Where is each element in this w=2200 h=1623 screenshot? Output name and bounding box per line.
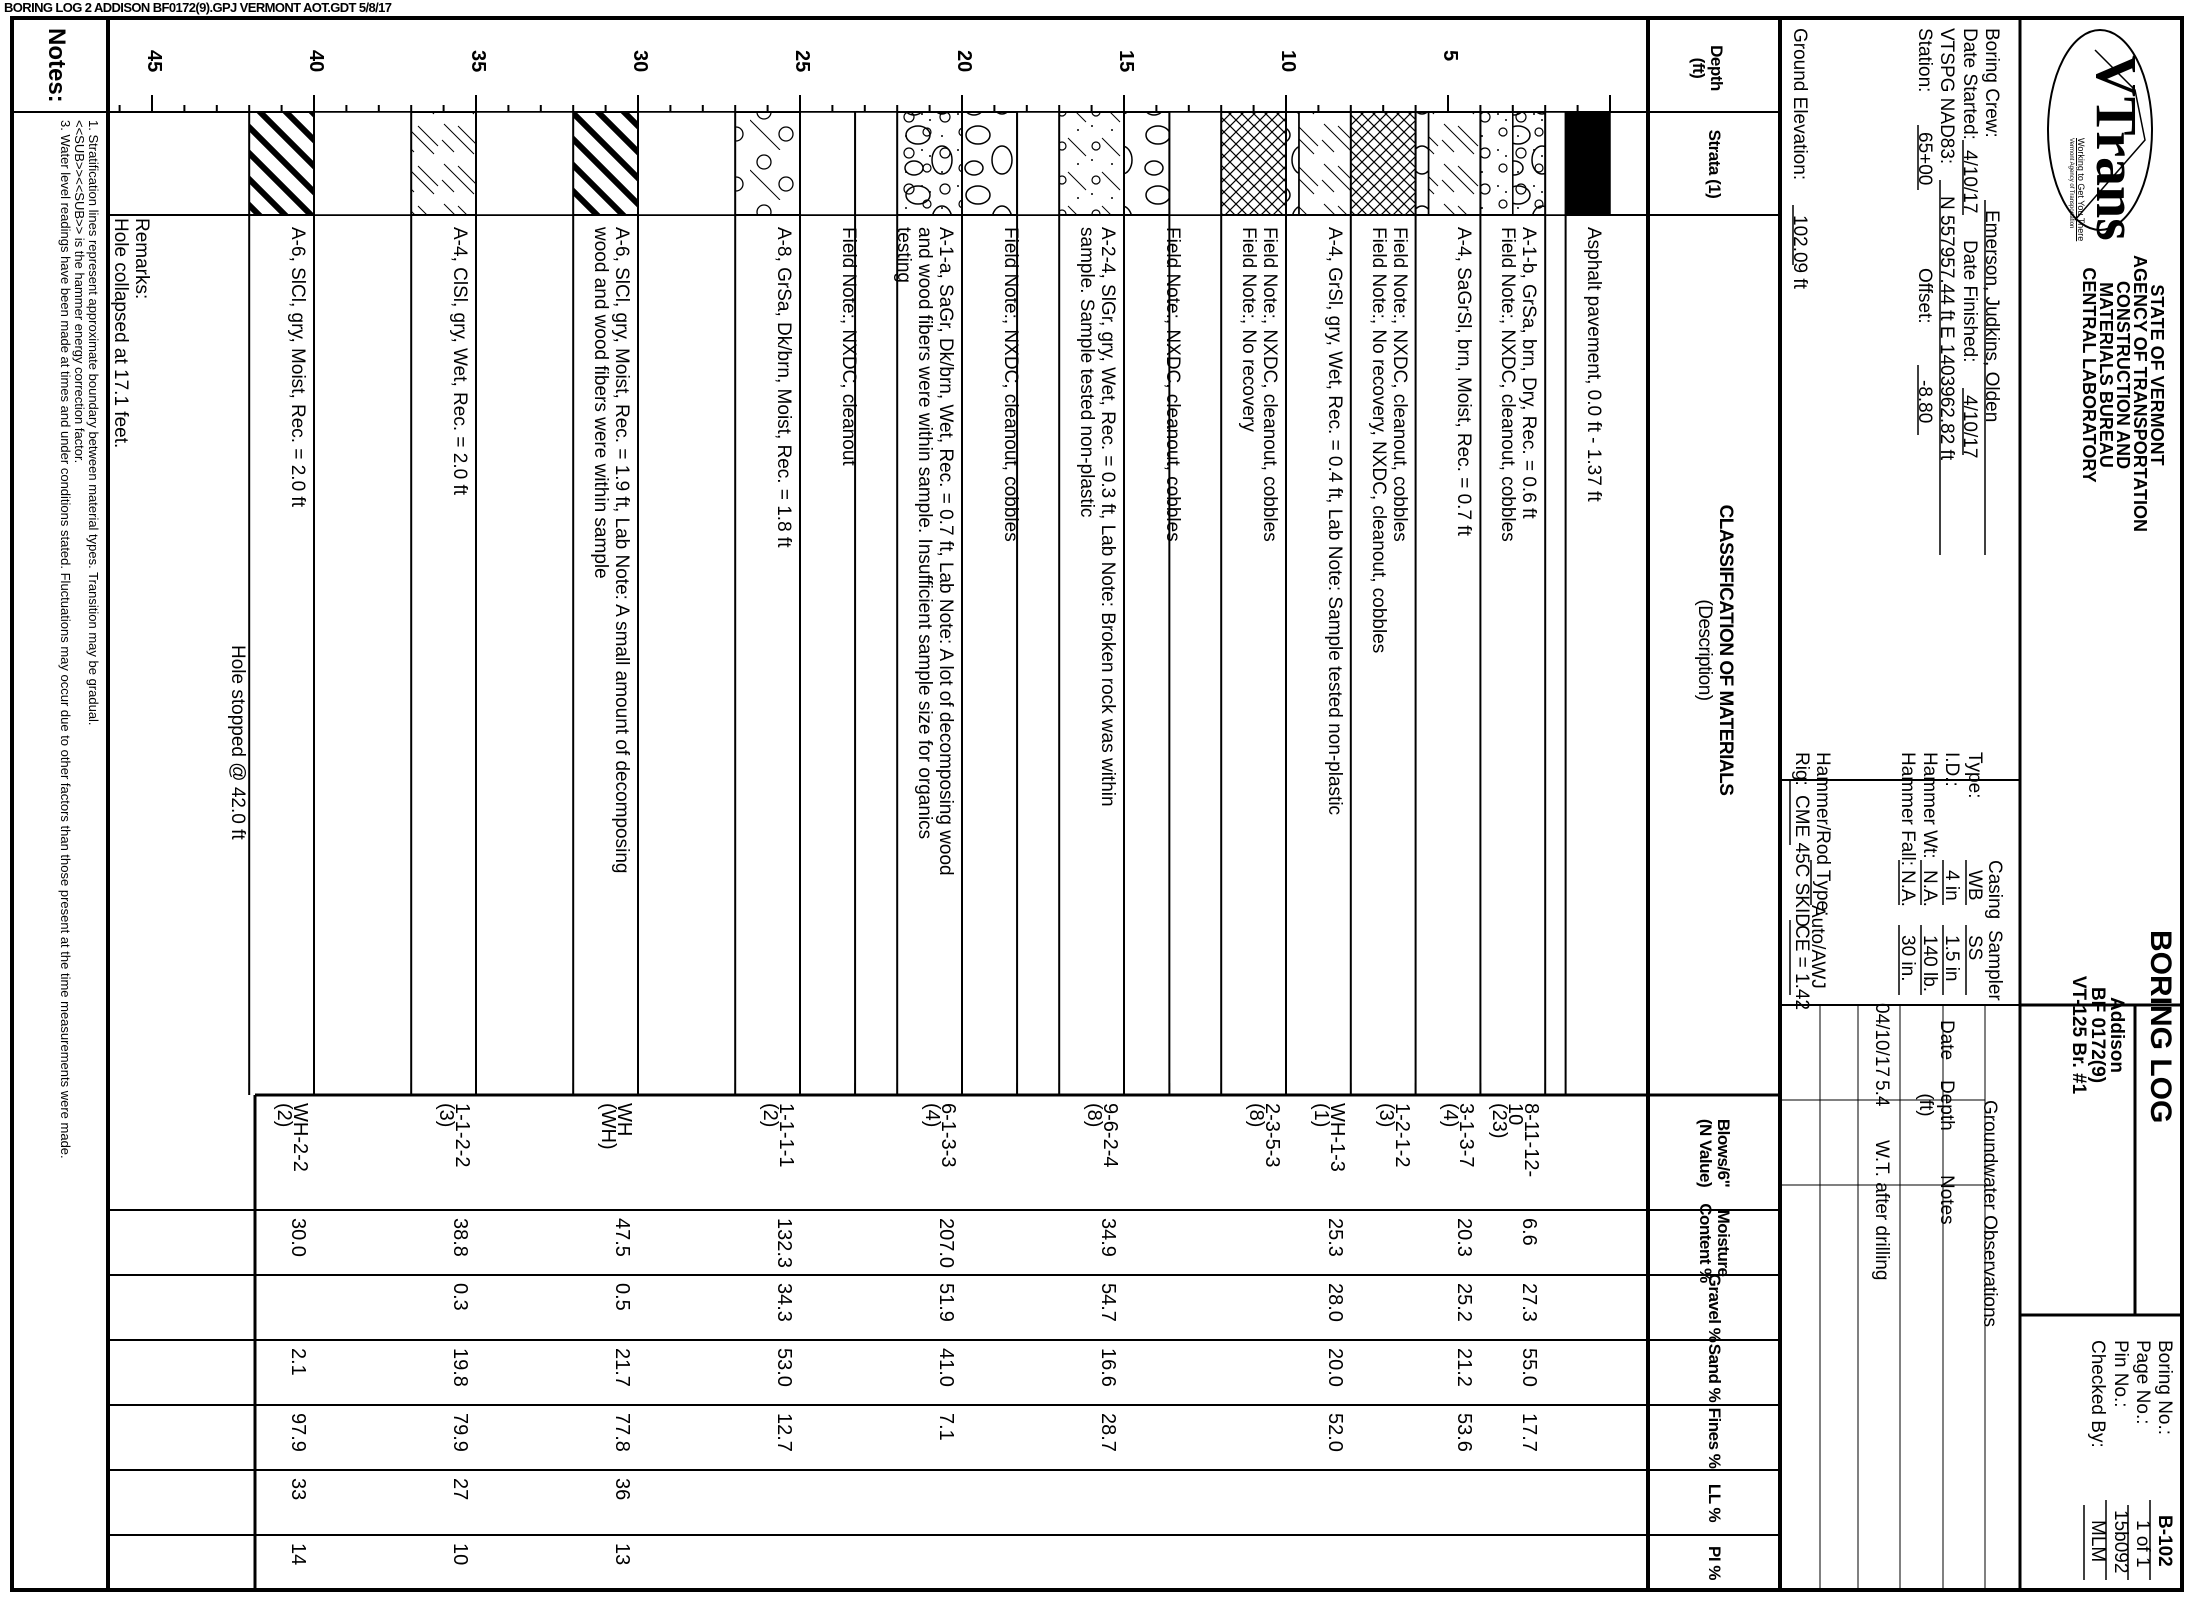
sand-value: 20.0 (1323, 1348, 1346, 1387)
blow-count (273, 1103, 311, 1172)
sampler-value: 1.5 in (1941, 935, 1962, 982)
description-line: A-2-4, SlGr, gry, Wet, Rec. = 0.3 ft, Lab Note: Broken rock was within (1097, 227, 1118, 807)
depth-tick-label: 10 (1277, 50, 1299, 73)
groundwater-title: Groundwater Observations (1979, 1100, 2000, 1328)
description-entry (1076, 227, 1118, 807)
blow-count (1083, 1103, 1121, 1168)
moisture-value: 38.8 (449, 1218, 471, 1257)
moisture-value: 30.0 (287, 1218, 309, 1257)
strata-blank (855, 112, 897, 215)
description-line: A-1-a, SaGr, Dk/brn, Wet, Rec. = 0.7 ft, Lab Note: A lot of decomposing wood (935, 227, 956, 876)
description-entry (1368, 227, 1410, 653)
sand-value: 21.7 (611, 1348, 633, 1387)
description-line: and wood fibers were within sample. Insufficient sample size for organics (914, 227, 935, 840)
strata-cobbles (1124, 112, 1169, 215)
pin-no-value: 15b092 (2110, 1510, 2131, 1574)
hole-stopped: Hole stopped @ 42.0 ft (227, 645, 248, 840)
strata-blank (800, 112, 855, 215)
moisture-value: 34.9 (1097, 1218, 1119, 1257)
file-path-line: BORING LOG 2 ADDISON BF0172(9).GPJ VERMONT AOT.GDT 5/8/17 (4, 0, 392, 15)
strata-gravel-sand-open (735, 112, 800, 215)
description-line: Field Note:, No recovery (1238, 227, 1259, 432)
blow-count (597, 1103, 635, 1150)
col-header-blows: Blows/6" (N Value) (1696, 1118, 1733, 1187)
fines-value: 97.9 (287, 1413, 309, 1452)
depth-tick-label: 35 (467, 50, 489, 73)
coords-value: N 557957.44 ft E 1403962.82 ft (1936, 196, 1957, 461)
strata-cobbles-dots (1480, 112, 1512, 215)
agency-name (2079, 255, 2167, 533)
blow-count-line: 1-2-1-2 (1390, 1103, 1413, 1168)
blow-count-line: WH-2-2 (289, 1103, 311, 1172)
col-header-classification: CLASSIFICATION OF MATERIALS (Description) (1694, 504, 1736, 796)
strata-blank (314, 112, 411, 215)
col-header-ll: LL % (1705, 1483, 1724, 1522)
fines-value: 12.7 (773, 1413, 795, 1452)
fines-value: 7.1 (935, 1413, 957, 1441)
rod-type-value: Auto/AWJ (1807, 905, 1828, 989)
description-line: Field Note:, NXDC, cleanout, cobbles (1259, 227, 1280, 542)
description-line: A-6, SlCl, gry, Moist, Rec. = 2.0 ft (287, 227, 308, 507)
description-line: Field Note:, NXDC, cleanout, cobbles (1161, 227, 1183, 542)
sampler-value: 140 lb. (1919, 935, 1940, 993)
project-line: BF 0172(9) (2087, 986, 2108, 1084)
project-name (2069, 925, 2126, 1145)
blow-count-line: (2) (759, 1103, 781, 1128)
gravel-value: 25.2 (1453, 1283, 1476, 1322)
blow-count-line: 9-6-2-4 (1099, 1103, 1121, 1168)
description-line: A-1-b, GrSa, brn, Dry, Rec. = 0.6 ft (1518, 227, 1540, 519)
description-line: A-4, ClSl, gry, Wet, Rec. = 2.0 ft (449, 227, 470, 496)
moisture-value: 47.5 (611, 1218, 633, 1257)
moisture-value: 132.3 (773, 1218, 795, 1269)
blow-count (1488, 1103, 1543, 1178)
sand-value: 53.0 (773, 1348, 795, 1387)
blow-count-line: 10 (1504, 1103, 1527, 1126)
sand-value: 21.2 (1453, 1348, 1476, 1387)
description-line: Asphalt pavement, 0.0 ft - 1.37 ft (1583, 227, 1604, 502)
moisture-value: 207.0 (935, 1218, 957, 1269)
strata-crosshatch (1221, 112, 1286, 215)
equipment-label: Type: (1964, 752, 1985, 799)
sand-value: 55.0 (1518, 1348, 1541, 1387)
sand-value: 2.1 (287, 1348, 309, 1376)
checked-by-value: MLM (2087, 1520, 2108, 1563)
strata-blank (1169, 112, 1221, 215)
strata-blank (638, 112, 735, 215)
page-no-label: Page No.: (2132, 1340, 2153, 1425)
page-no-value: 1 of 1 (2132, 1520, 2153, 1568)
offset-label: Offset: (1914, 268, 1935, 324)
description-line: Field Note:, NXDC, cleanout, cobbles (1497, 227, 1519, 542)
sand-value: 16.6 (1097, 1348, 1119, 1387)
blow-count-line: (2) (273, 1103, 295, 1128)
blow-count-line: (4) (921, 1103, 943, 1128)
col-header-gravel: Gravel % (1705, 1273, 1724, 1342)
casing-header: Casing (1984, 860, 2005, 920)
project-line: Addison (2106, 997, 2127, 1073)
boring-log-title: BORING LOG (2144, 930, 2177, 1124)
sampler-value: 30 in. (1897, 935, 1918, 982)
blow-count-line: (3) (1374, 1103, 1397, 1128)
blow-count-line: 6-1-3-3 (937, 1103, 959, 1168)
description-entry (1453, 227, 1474, 536)
casing-value: N.A. (1919, 870, 1940, 907)
description-line: Field Note:, No recovery, NXDC, cleanout, cobbles (1367, 227, 1389, 654)
fines-value: 77.8 (611, 1413, 633, 1452)
equipment-label: Hammer Wt: (1919, 752, 1940, 859)
sampler-value: SS (1964, 935, 1985, 961)
rig-label: Rig: (1791, 752, 1812, 786)
depth-tick-label: 20 (953, 50, 975, 73)
blow-count-line: 8-11-12- (1520, 1103, 1543, 1178)
description-line: testing (893, 227, 914, 283)
description-entry (287, 227, 308, 507)
strata-cobbles (1416, 112, 1429, 215)
elevation-value: 102.09 ft (1789, 215, 1810, 289)
description-entry (1324, 227, 1345, 815)
logo-tagline: Working to Get You There (2076, 138, 2086, 242)
ce-value: CE = 1.42 (1791, 925, 1812, 1011)
coords-label: VTSPG NAD83: (1936, 28, 1957, 165)
rig-value: CME 45C SKID (1791, 795, 1812, 927)
strata-cobbles (1286, 112, 1299, 215)
gravel-value: 28.0 (1323, 1283, 1346, 1322)
logo-subline: Vermont Agency of Transportation (2068, 138, 2074, 229)
depth-tick-label: 5 (1439, 50, 1461, 62)
blow-count (1245, 1103, 1283, 1168)
description-entry (1497, 227, 1539, 542)
boring-no-label: Boring No.: (2154, 1340, 2175, 1436)
station-label: Station: (1914, 28, 1935, 93)
remarks-label: Remarks: (131, 218, 152, 300)
date-started-label: Date Started: (1959, 28, 1980, 140)
checked-by-label: Checked By: (2087, 1340, 2108, 1448)
strata-overlay (1513, 112, 1545, 215)
strata-asphalt (1566, 112, 1610, 215)
agency-line: CENTRAL LABORATORY (2079, 267, 2099, 483)
description-line: A-4, SaGrSl, brn, Moist, Rec. = 0.7 ft (1453, 227, 1475, 536)
fines-value: 53.6 (1453, 1413, 1476, 1452)
agency-line: STATE OF VERMONT (2147, 284, 2167, 466)
blow-count (1374, 1103, 1413, 1168)
strata-crosshatch (1351, 112, 1416, 215)
blow-count (435, 1103, 473, 1168)
blow-count-line: (23) (1488, 1103, 1511, 1139)
blow-count-line: (1) (1309, 1103, 1332, 1128)
description-line: A-8, GrSa, Dk/brn, Moist, Rec. = 1.8 ft (773, 227, 794, 548)
note-line: 3. Water level readings have been made at times and under conditions stated. Fluctuations may occur due to other factors than those present at the time measurements were made. (58, 120, 73, 1159)
date-started-value: 4/10/17 (1959, 150, 1980, 214)
fines-value: 17.7 (1518, 1413, 1541, 1452)
blow-count (1309, 1103, 1348, 1172)
pi-value: 14 (287, 1543, 309, 1566)
sand-value: 19.8 (449, 1348, 471, 1387)
equipment-label: I.D.: (1941, 752, 1962, 787)
description-line: Field Note:, NXDC, cleanout, cobbles (1388, 227, 1410, 542)
boring-no-value: B-102 (2154, 1515, 2175, 1567)
gw-header-notes: Notes (1936, 1175, 1957, 1225)
gravel-value: 54.7 (1097, 1283, 1119, 1322)
col-header-moisture: Moisture Content % (1696, 1202, 1733, 1283)
boring-crew-label: Boring Crew: (1981, 28, 2002, 138)
note-line: 1. Stratification lines represent approximate boundary between material types. Transition may be gradual. (86, 120, 101, 726)
logo-wordmark: VTrans (2084, 55, 2149, 241)
blow-count-line: WH-1-3 (1325, 1103, 1348, 1172)
blow-count (1439, 1103, 1478, 1168)
ll-value: 33 (287, 1478, 309, 1501)
blow-count-line: 3-1-3-7 (1455, 1103, 1478, 1168)
gw-depth: 5.4 (1871, 1080, 1892, 1107)
gw-header-depth: Depth (ft) (1915, 1080, 1957, 1131)
blow-count-line: 1-1-1-1 (775, 1103, 797, 1168)
strata-silt (1299, 112, 1351, 215)
notes-text (58, 120, 100, 1159)
date-finished-value: 4/10/17 (1959, 395, 1980, 459)
description-entry (1238, 227, 1280, 542)
description-line: sample. Sample tested non-plastic (1076, 227, 1097, 518)
rod-type-label: Hammer/Rod Type: (1812, 752, 1833, 917)
blow-count-line: (8) (1245, 1103, 1267, 1128)
strata-cobbles (962, 112, 1017, 215)
description-entry (1583, 227, 1604, 502)
gw-date: 04/10/17 (1871, 1003, 1892, 1077)
strata-clay (573, 112, 638, 215)
moisture-value: 25.3 (1323, 1218, 1346, 1257)
boring-crew-value: Emerson, Judkins, Olden (1981, 210, 2002, 423)
gravel-value: 0.3 (449, 1283, 471, 1311)
pin-no-label: Pin No.: (2110, 1340, 2131, 1408)
moisture-value: 20.3 (1453, 1218, 1476, 1257)
notes-header: Notes: (43, 28, 70, 103)
casing-value: 4 in (1941, 870, 1962, 901)
description-line: A-4, GrSl, gry, Wet, Rec. = 0.4 ft, Lab Note: Sample tested non-plastic (1323, 227, 1345, 816)
col-header-pi: PI % (1705, 1545, 1724, 1580)
casing-value: WB (1964, 870, 1985, 901)
strata-blank (476, 112, 573, 215)
strata-clay (249, 112, 314, 215)
remarks-text: Hole collapsed at 17.1 feet. (110, 218, 131, 449)
description-entry (773, 227, 794, 547)
description-line: wood and wood fibers were within sample (590, 227, 611, 579)
date-finished-label: Date Finished: (1959, 240, 1980, 363)
description-entry (1162, 227, 1183, 542)
blow-count-line: (8) (1083, 1103, 1105, 1128)
description-line: A-6, SlCl, gry, Moist, Rec. = 1.9 ft, Lab Note: A small amount of decomposing (611, 227, 632, 874)
strata-silty-gravel (1059, 112, 1124, 215)
blow-count (921, 1103, 959, 1168)
note-line: <<SUB>><<SUB>> is the hammer energy correction factor. (72, 120, 87, 464)
blow-count-line: WH (613, 1103, 635, 1137)
blow-count-line: 2-3-5-3 (1261, 1103, 1283, 1168)
sand-value: 41.0 (935, 1348, 957, 1387)
pi-value: 13 (611, 1543, 633, 1566)
offset-value: -8.80 (1914, 380, 1935, 424)
description-entry (449, 227, 470, 495)
strata-blank (1017, 112, 1059, 215)
agency-line: AGENCY OF TRANSPORTATION (2130, 255, 2150, 533)
ll-value: 27 (449, 1478, 471, 1501)
description-entry (838, 227, 859, 466)
moisture-value: 6.6 (1518, 1218, 1541, 1246)
fines-value: 28.7 (1097, 1413, 1119, 1452)
sampler-header: Sampler (1984, 930, 2005, 1001)
description-entry (1000, 227, 1021, 542)
vtrans-logo (2035, 20, 2165, 240)
description-entry (893, 227, 956, 876)
col-header-sand: Sand % (1705, 1343, 1724, 1402)
strata-silt (411, 112, 476, 215)
depth-tick-label: 25 (791, 50, 813, 73)
description-line: Field Note:, NXDC, cleanout (837, 227, 859, 466)
gravel-value: 0.5 (611, 1283, 633, 1311)
strata-silt (1429, 112, 1481, 215)
depth-tick-label: 15 (1115, 50, 1137, 73)
depth-tick-label: 45 (143, 50, 165, 73)
gw-notes: W.T. after drilling (1871, 1140, 1892, 1281)
fines-value: 79.9 (449, 1413, 471, 1452)
col-header-fines: Fines % (1705, 1407, 1724, 1468)
blow-count-line: (WH) (597, 1103, 619, 1150)
description-line: Field Note:, NXDC, cleanout, cobbles (999, 227, 1021, 542)
blow-count (759, 1103, 797, 1168)
col-header-depth: Depth (ft) (1689, 45, 1726, 91)
description-entry (590, 227, 632, 873)
depth-tick-label: 40 (305, 50, 327, 73)
gw-header-date: Date (1936, 1020, 1957, 1061)
pi-value: 10 (449, 1543, 471, 1566)
blow-count-line: (3) (435, 1103, 457, 1128)
gravel-value: 51.9 (935, 1283, 957, 1322)
project-line: VT-125 Br. #1 (2068, 975, 2089, 1095)
fines-value: 52.0 (1323, 1413, 1346, 1452)
blow-count-line: 1-1-2-2 (451, 1103, 473, 1168)
col-header-strata: Strata (1) (1705, 129, 1724, 198)
station-value: 65+00 (1914, 132, 1935, 186)
gravel-value: 34.3 (773, 1283, 795, 1322)
casing-value: N.A. (1897, 870, 1918, 907)
strata-blank (1545, 112, 1565, 215)
ll-value: 36 (611, 1478, 633, 1501)
agency-line: MATERIALS BUREAU (2096, 282, 2116, 468)
gravel-value: 27.3 (1518, 1283, 1541, 1322)
strata-overlay (897, 112, 962, 215)
agency-line: CONSTRUCTION AND (2113, 280, 2133, 470)
elevation-label: Ground Elevation: (1789, 28, 1810, 181)
blow-count-line: (4) (1439, 1103, 1462, 1128)
depth-tick-label: 30 (629, 50, 651, 73)
equipment-label: Hammer Fall: (1897, 752, 1918, 867)
